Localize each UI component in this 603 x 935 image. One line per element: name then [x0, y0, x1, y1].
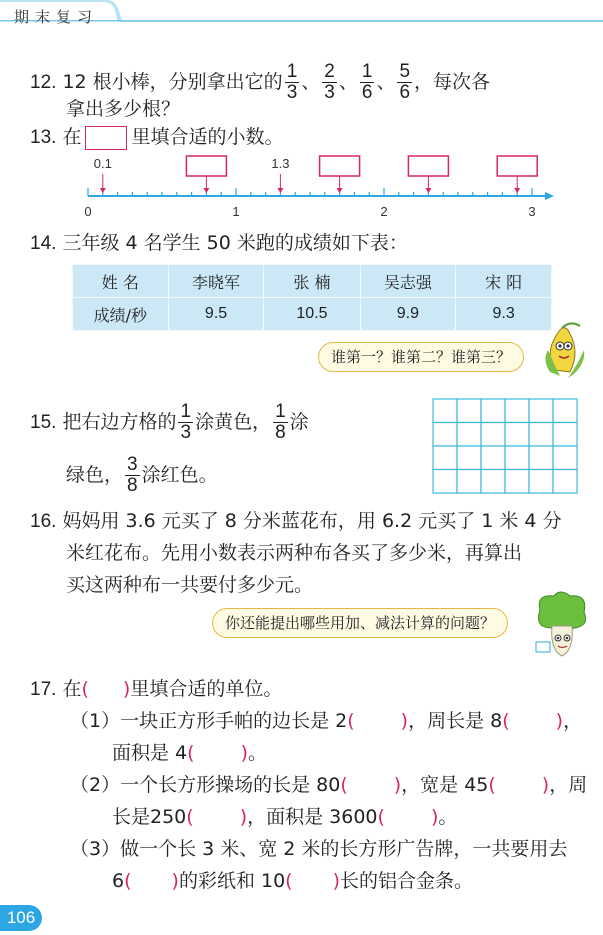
q17-part3-line2: 6( )的彩纸和 10( )长的铝合金条。 — [112, 870, 474, 892]
answer-box — [186, 156, 226, 176]
pointer-arrow-icon — [203, 188, 209, 193]
grid-cell — [481, 446, 505, 470]
square-grid — [432, 398, 578, 494]
table-row — [73, 298, 552, 331]
vegetable-mascot-icon — [530, 590, 596, 662]
grid-cell — [433, 423, 457, 447]
table-cell: 吴志强 — [360, 265, 456, 298]
fraction: $\frac{3}{8}$ — [127, 454, 138, 496]
tick-label: 0 — [84, 204, 92, 219]
answer-box — [497, 156, 537, 176]
grid-cell — [433, 470, 457, 494]
question-17: 17. 在( )里填合适的单位。 — [30, 678, 283, 700]
grid-cell — [529, 399, 553, 423]
q17-part2-line2: 长是250( )，面积是 3600( )。 — [112, 806, 458, 828]
grid-cell — [505, 446, 529, 470]
header-title: 期末复习 — [14, 8, 99, 26]
q12-number: 12. — [30, 72, 57, 93]
arrow-icon — [545, 192, 554, 200]
answer-box — [320, 156, 360, 176]
grid-cell — [457, 470, 481, 494]
pointer-arrow-icon — [277, 188, 283, 193]
table-cell: 姓 名 — [73, 265, 169, 298]
question-15: 15. 把右边方格的 $\frac{1}{3}$ 涂黄色， $\frac{1}{8}$ 涂 — [30, 401, 309, 443]
tick-label: 1 — [232, 204, 240, 219]
table-cell: 宋 阳 — [456, 265, 552, 298]
table-cell: 李晓军 — [168, 265, 264, 298]
table-cell: 9.5 — [168, 298, 264, 331]
grid-cell — [481, 399, 505, 423]
question-14: 14. 三年级 4 名学生 50 米跑的成绩如下表： — [30, 232, 408, 254]
fraction: $\frac{1}{3}$ — [286, 61, 298, 103]
fraction: $\frac{5}{6}$ — [399, 61, 411, 103]
grid-cell — [529, 423, 553, 447]
fraction: $\frac{2}{3}$ — [324, 61, 335, 103]
grid-cell — [505, 423, 529, 447]
given-value-label: 0.1 — [93, 156, 112, 171]
pointer-arrow-icon — [100, 188, 106, 193]
table-header-row — [73, 265, 552, 298]
q17-part1-line2: 面积是 4( )。 — [112, 742, 267, 764]
table-cell: 9.3 — [456, 298, 552, 331]
q16-line3: 买这两种布一共要付多少元。 — [66, 574, 314, 596]
table-cell: 张 楠 — [264, 265, 360, 298]
table-cell: 9.9 — [360, 298, 456, 331]
grid-cell — [457, 423, 481, 447]
fraction: $\frac{1}{8}$ — [275, 401, 286, 443]
page-number: 106 — [0, 905, 42, 931]
grid-cell — [481, 423, 505, 447]
grid-cell — [505, 399, 529, 423]
speech-bubble: 谁第一？谁第二？谁第三？ — [318, 342, 524, 372]
grid-cell — [433, 399, 457, 423]
grid-cell — [433, 446, 457, 470]
answer-box-example — [85, 126, 127, 150]
grid-cell — [529, 470, 553, 494]
corn-mascot-icon — [540, 320, 596, 384]
grid-cell — [505, 470, 529, 494]
tick-label: 3 — [528, 204, 536, 219]
grid-cell — [457, 446, 481, 470]
fraction: $\frac{1}{3}$ — [180, 401, 192, 443]
question-13: 13. 在 里填合适的小数。 — [30, 126, 284, 148]
given-value-label: 1.3 — [271, 156, 290, 171]
speech-bubble: 你还能提出哪些用加、减法计算的问题？ — [212, 608, 508, 638]
grid-cell — [553, 446, 577, 470]
grid-cell — [553, 423, 577, 447]
question-16: 16. 妈妈用 3.6 元买了 8 分米蓝花布，用 6.2 元买了 1 米 4 分 — [30, 510, 562, 532]
question-12: 12. 12 根小棒，分别拿出它的 $\frac{1}{3}$ 、 $\frac{2}{3}$ 、 $\frac{1}{6}$ 、 $\frac{5}{6}$ ，每次各 — [30, 61, 491, 103]
fraction: $\frac{1}{6}$ — [361, 61, 373, 103]
grid-cell — [481, 470, 505, 494]
pointer-arrow-icon — [337, 188, 343, 193]
grid-cell — [529, 446, 553, 470]
q12-line2: 拿出多少根？ — [66, 98, 181, 120]
tick-label: 2 — [380, 204, 388, 219]
q15-line2: 绿色， $\frac{3}{8}$ 涂红色。 — [66, 454, 218, 496]
table-cell: 成绩/秒 — [73, 298, 169, 331]
q16-line2: 米红花布。先用小数表示两种布各买了多少米，再算出 — [66, 542, 523, 564]
number-line — [80, 152, 570, 222]
pointer-arrow-icon — [514, 188, 520, 193]
grid-cell — [553, 399, 577, 423]
q17-part3: （3）做一个长 3 米、宽 2 米的长方形广告牌，一共要用去 — [70, 838, 568, 860]
table-cell: 10.5 — [264, 298, 360, 331]
pointer-arrow-icon — [425, 188, 431, 193]
scores-table — [72, 264, 552, 331]
q17-part2: （2）一个长方形操场的长是 80( )，宽是 45( )，周 — [70, 774, 588, 796]
answer-box — [408, 156, 448, 176]
grid-cell — [457, 399, 481, 423]
grid-cell — [553, 470, 577, 494]
q17-part1: （1）一块正方形手帕的边长是 2( )，周长是 8( )， — [70, 710, 583, 732]
